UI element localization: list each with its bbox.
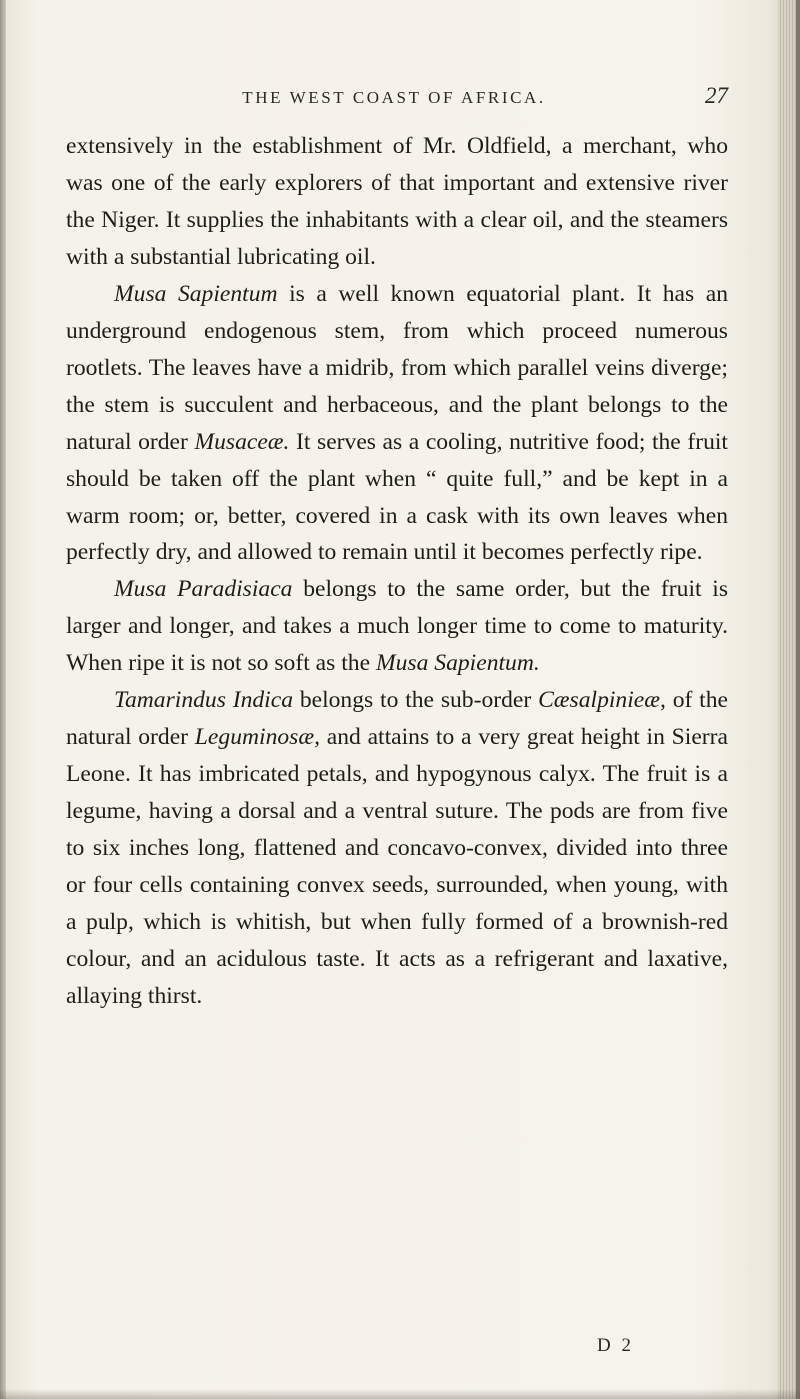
italic-term: Tamarindus Indica (114, 687, 293, 714)
text-run: is a well known equatorial plant. It has an underground endogenous stem, from which proceed numerous rootlets. The leaves have a midrib, from which parallel veins diverge; the stem is succulent and herbaceous, and the plant belongs to the natural order (66, 280, 728, 455)
text-run: belongs to the same order, but the fruit is larger and longer, and takes a much longer time to come to maturity. When ripe it is not so soft as the (66, 576, 728, 677)
text-run: of the natural order (66, 687, 728, 751)
text-run: It serves as a cooling, nutritive food; the fruit should be taken off the plant when “ quite full,” and be kept in a warm room; or, better, covered in a cask with its own leaves when perfectly dry, and allowed to remain until it becomes perfectly ripe. (66, 428, 728, 566)
body-text (66, 128, 728, 1015)
italic-term: Leguminosæ, (194, 724, 320, 751)
paragraph (66, 128, 728, 276)
running-head: THE WEST COAST OF AFRICA. (242, 88, 546, 107)
paragraph (66, 571, 728, 682)
paragraph (66, 682, 728, 1015)
page-bottom-edge (0, 1389, 800, 1399)
text-run: and attains to a very great height in Sierra Leone. It has imbricated petals, and hypogynous calyx. The fruit is a legume, having a dorsal and a ventral suture. The pods are from five to six inches long, flattened and concavo-convex, divided into three or four cells containing convex seeds, surrounded, when young, with a pulp, which is whitish, but when fully formed of a brownish-red colour, and an acidulous taste. It acts as a refrigerant and laxative, allaying thirst. (66, 724, 728, 1009)
text-run: extensively in the establishment of Mr. Oldfield, a merchant, who was one of the early explorers of that important and extensive river the Niger. It supplies the inhabitants with a clear oil, and the steamers with a substantial lubricating oil. (66, 133, 728, 270)
signature-mark: D 2 (597, 1335, 634, 1356)
italic-term: Musa Sapientum (114, 280, 278, 307)
text-run: belongs to the sub-order (293, 687, 539, 714)
italic-term: Musa Sapientum. (375, 650, 540, 677)
page-number: 27 (705, 83, 728, 108)
italic-term: Musa Paradisiaca (114, 576, 293, 603)
italic-term: Cæsalpinieæ, (538, 687, 666, 714)
page-spine-edge (0, 0, 6, 1399)
page-edge-shadow (796, 0, 800, 1399)
paragraph (66, 276, 728, 572)
italic-term: Musaceæ. (194, 428, 290, 455)
page-header (60, 83, 728, 116)
